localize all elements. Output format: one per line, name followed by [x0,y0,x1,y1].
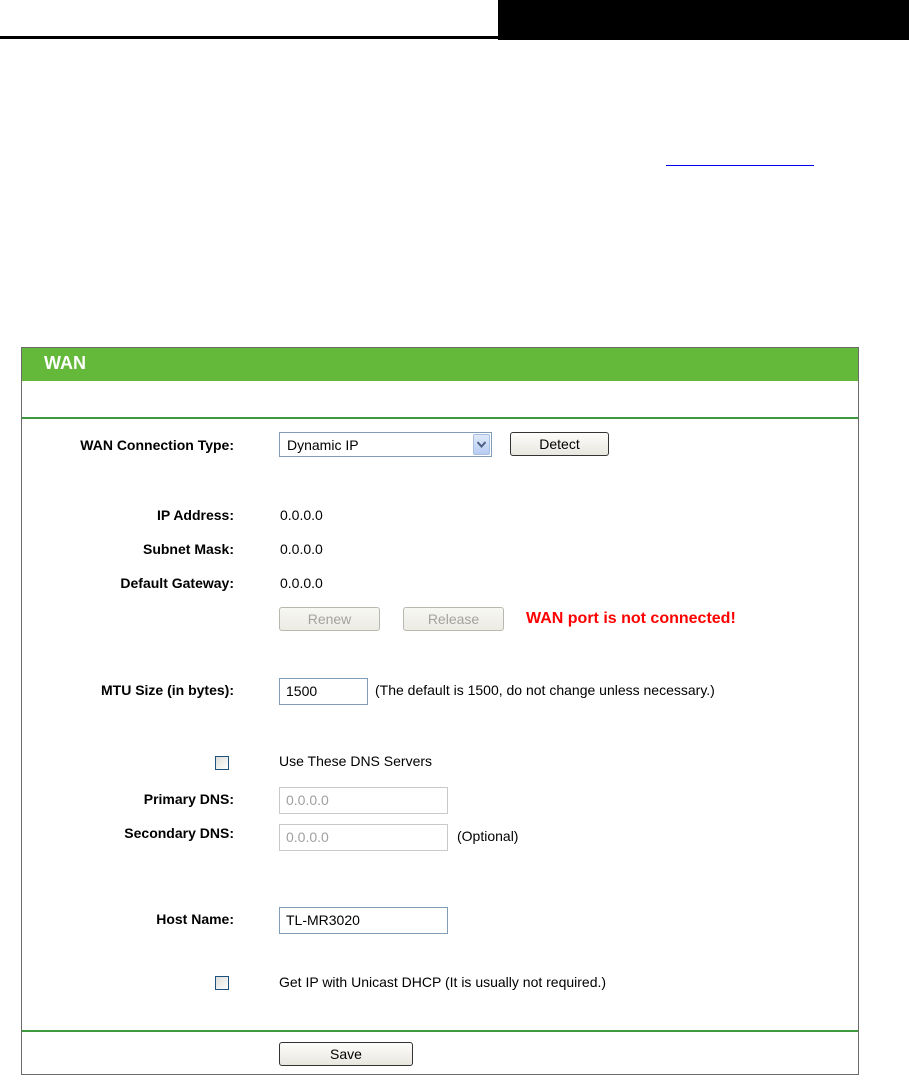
document-link-underline[interactable] [666,145,814,166]
host-name-label: Host Name: [156,911,234,927]
secondary-dns-label: Secondary DNS: [124,825,234,841]
divider-bottom [22,1030,858,1032]
mtu-size-label: MTU Size (in bytes): [100,682,234,698]
unicast-dhcp-checkbox[interactable] [215,976,229,990]
wan-connection-type-label: WAN Connection Type: [80,437,234,453]
subnet-mask-label: Subnet Mask: [142,541,234,557]
page-header-rule [0,36,500,39]
secondary-dns-optional-hint: (Optional) [457,828,519,844]
subnet-mask-value: 0.0.0.0 [280,541,323,557]
wan-settings-panel [21,347,859,1075]
wan-connection-type-select[interactable] [279,432,492,457]
use-dns-servers-checkbox[interactable] [215,756,229,770]
default-gateway-value: 0.0.0.0 [280,575,323,591]
secondary-dns-input[interactable]: 0.0.0.0 [279,824,448,851]
panel-title: WAN [44,353,86,373]
default-gateway-label: Default Gateway: [120,575,234,591]
release-button[interactable]: Release [403,607,504,631]
mtu-size-hint: (The default is 1500, do not change unless necessary.) [375,682,715,698]
primary-dns-input[interactable]: 0.0.0.0 [279,787,448,814]
wan-status-message: WAN port is not connected! [526,610,736,627]
ip-address-label: IP Address: [156,507,234,523]
mtu-size-input[interactable]: 1500 [279,678,368,705]
primary-dns-label: Primary DNS: [143,791,234,807]
host-name-input[interactable]: TL-MR3020 [279,907,448,934]
renew-button[interactable]: Renew [279,607,380,631]
unicast-dhcp-label: Get IP with Unicast DHCP (It is usually not required.) [279,974,607,990]
wan-connection-type-value: Dynamic IP [287,437,359,453]
detect-button[interactable]: Detect [510,432,609,456]
divider-top [22,417,858,419]
panel-header [22,348,858,381]
save-button[interactable]: Save [279,1042,413,1066]
ip-address-value: 0.0.0.0 [280,507,323,523]
page-header-block [498,0,909,40]
chevron-down-icon[interactable] [473,434,490,455]
use-dns-servers-label: Use These DNS Servers [279,753,433,769]
